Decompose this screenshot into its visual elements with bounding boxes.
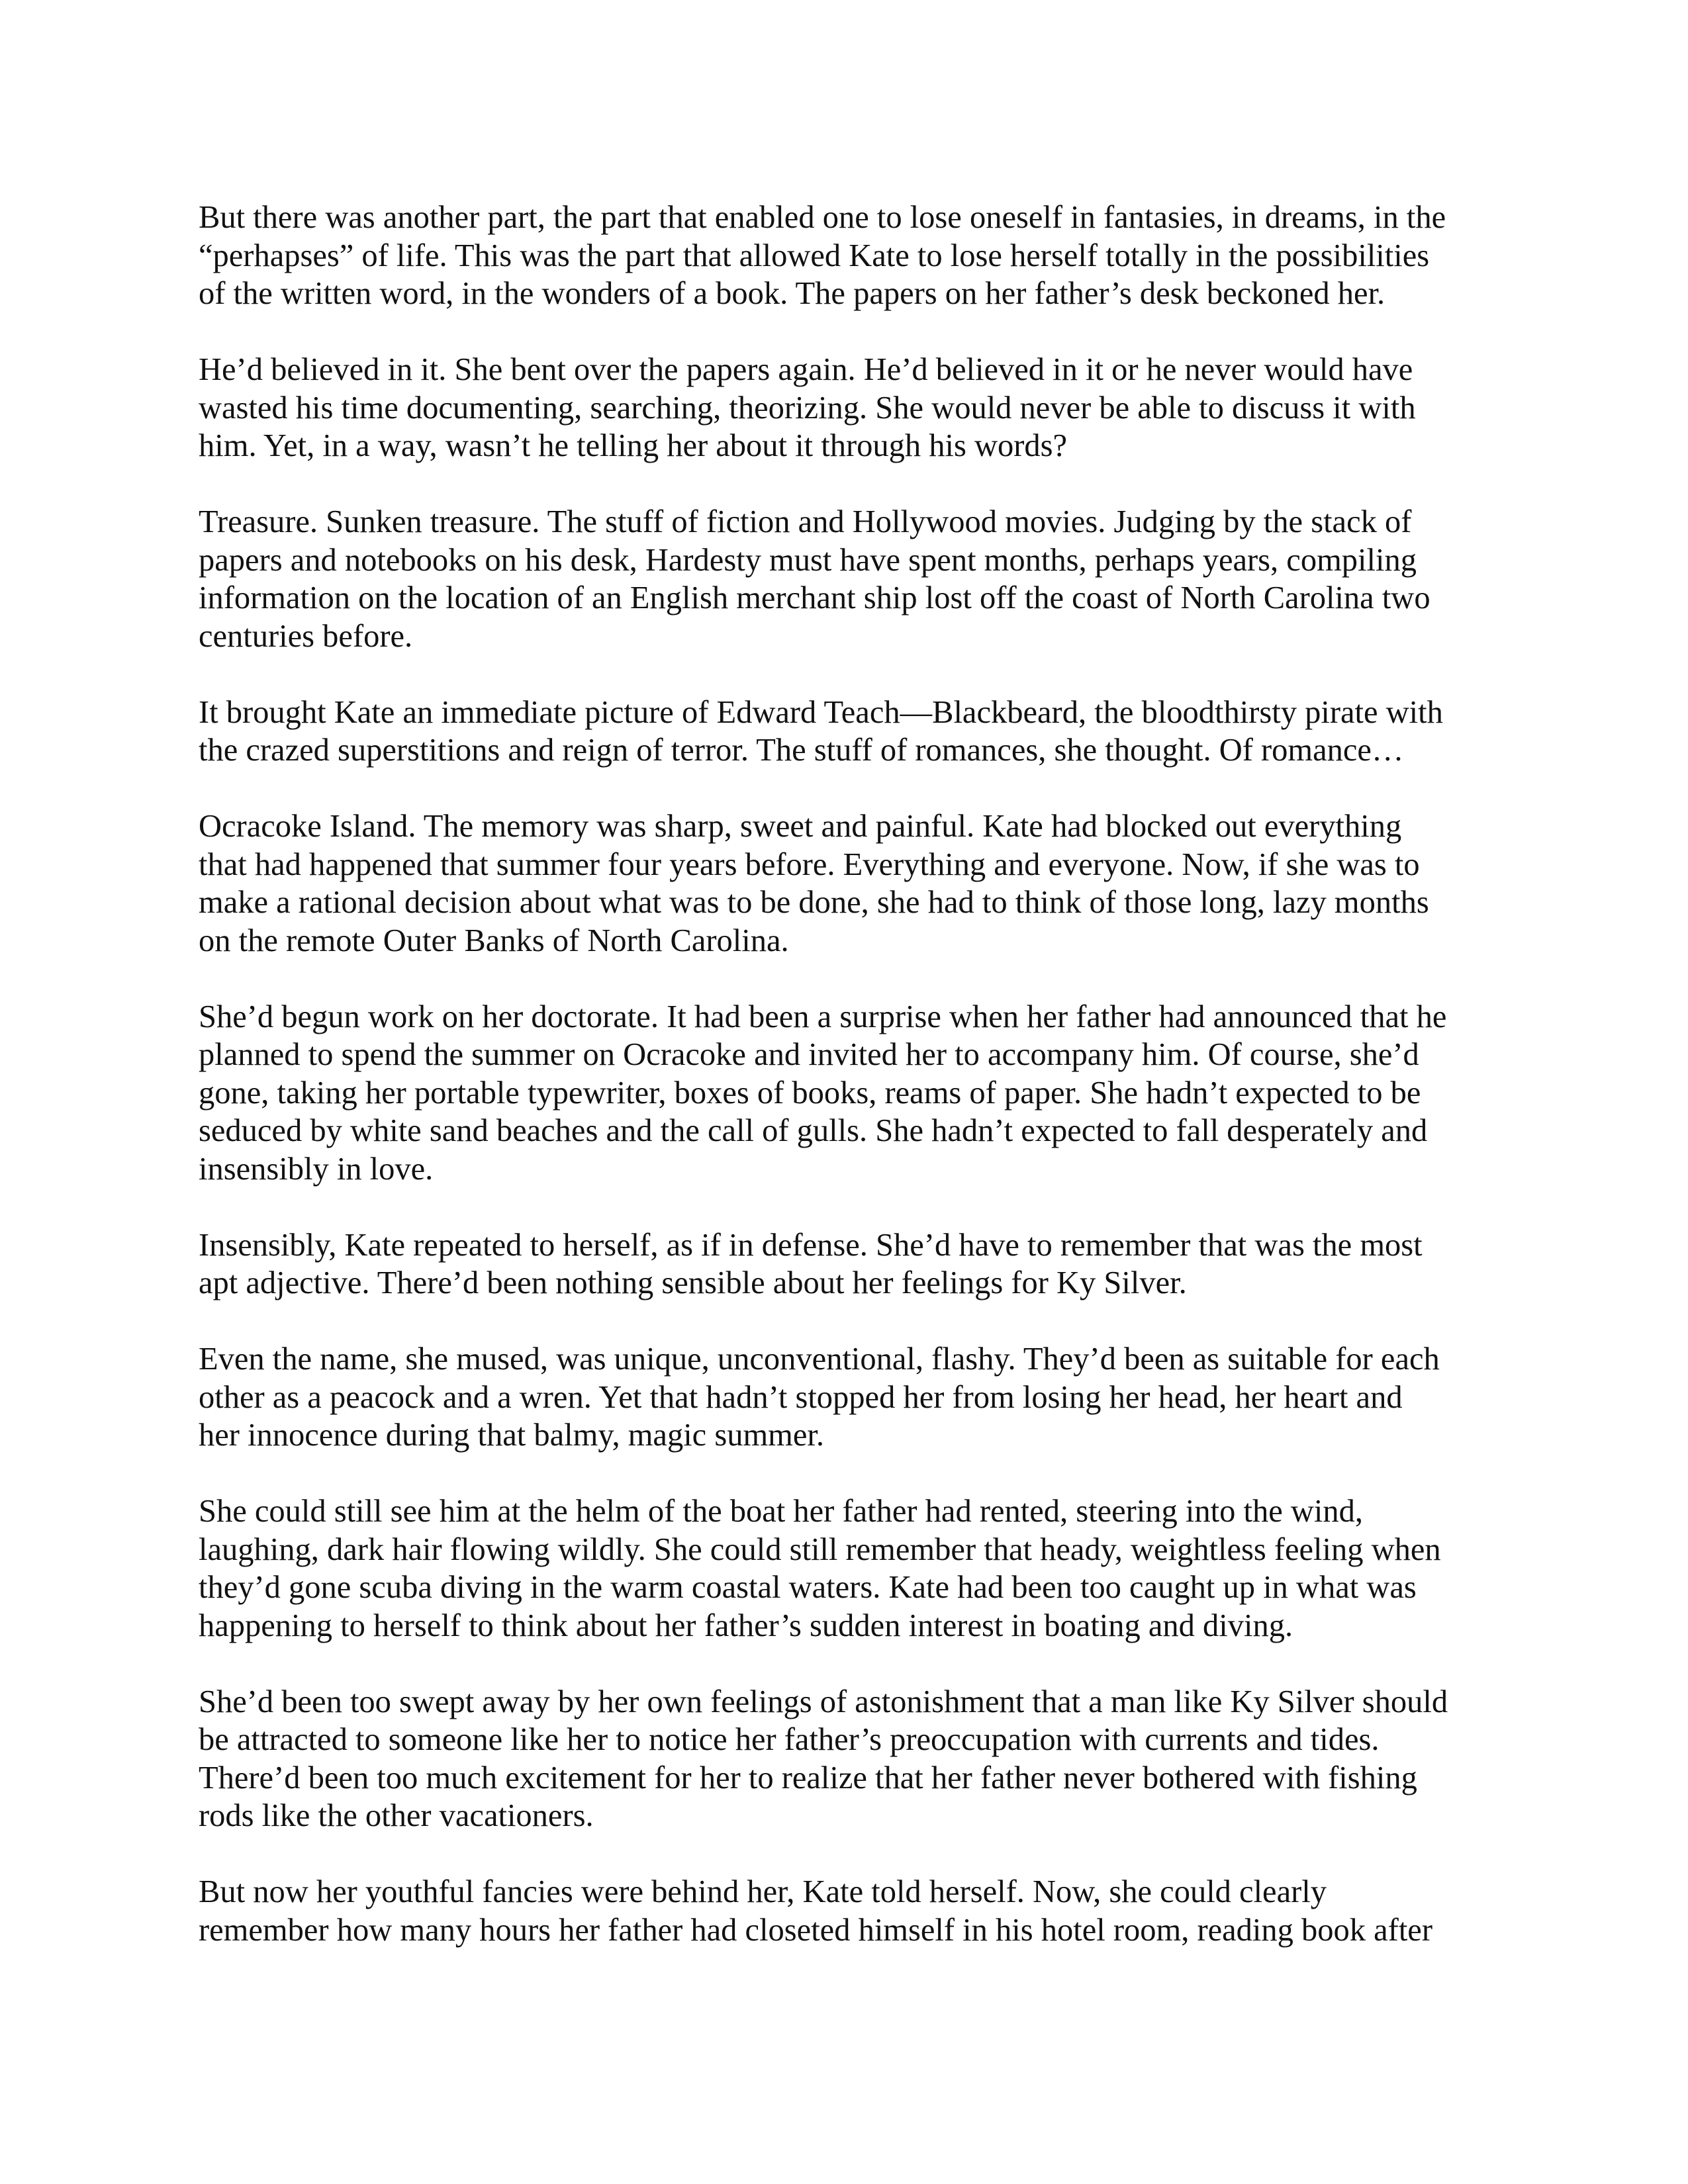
text-line: happening to herself to think about her father’s sudden interest in boating and diving.	[199, 1608, 1293, 1643]
text-line: of the written word, in the wonders of a book. The papers on her father’s desk beckoned her.	[199, 276, 1385, 311]
text-line: that had happened that summer four years before. Everything and everyone. Now, if she was to	[199, 846, 1420, 882]
text-line: There’d been too much excitement for her to realize that her father never bothered with fishing	[199, 1760, 1417, 1796]
text-line: She’d begun work on her doctorate. It had been a surprise when her father had announced that he	[199, 999, 1447, 1034]
paragraph-3	[199, 503, 1486, 655]
text-line: gone, taking her portable typewriter, boxes of books, reams of paper. She hadn’t expected to be	[199, 1075, 1421, 1111]
text-line: him. Yet, in a way, wasn’t he telling her about it through his words?	[199, 428, 1068, 463]
text-line: be attracted to someone like her to notice her father’s preoccupation with currents and tides.	[199, 1722, 1380, 1757]
text-line: other as a peacock and a wren. Yet that hadn’t stopped her from losing her head, her heart and	[199, 1379, 1403, 1415]
text-line: papers and notebooks on his desk, Hardesty must have spent months, perhaps years, compiling	[199, 542, 1417, 578]
text-line: But there was another part, the part that enabled one to lose oneself in fantasies, in dreams, in the	[199, 200, 1446, 235]
text-line: her innocence during that balmy, magic summer.	[199, 1418, 825, 1453]
text-line: remember how many hours her father had closeted himself in his hotel room, reading book after	[199, 1912, 1432, 1948]
text-line: they’d gone scuba diving in the warm coastal waters. Kate had been too caught up in what was	[199, 1570, 1417, 1605]
text-line: She’d been too swept away by her own feelings of astonishment that a man like Ky Silver should	[199, 1684, 1448, 1719]
text-line: laughing, dark hair flowing wildly. She could still remember that heady, weightless feeling when	[199, 1531, 1441, 1567]
text-line: She could still see him at the helm of the boat her father had rented, steering into the wind,	[199, 1494, 1363, 1529]
text-line: centuries before.	[199, 618, 413, 654]
paragraph-10	[199, 1683, 1486, 1835]
paragraph-2	[199, 351, 1486, 465]
paragraph-4	[199, 694, 1486, 770]
text-line: rods like the other vacationers.	[199, 1798, 594, 1833]
text-line: But now her youthful fancies were behind her, Kate told herself. Now, she could clearly	[199, 1874, 1327, 1909]
paragraph-6	[199, 998, 1486, 1189]
text-line: Insensibly, Kate repeated to herself, as if in defense. She’d have to remember that was the most	[199, 1227, 1423, 1263]
paragraph-8	[199, 1340, 1486, 1455]
paragraph-7	[199, 1226, 1486, 1302]
text-line: the crazed superstitions and reign of terror. The stuff of romances, she thought. Of romance…	[199, 733, 1404, 768]
paragraph-1	[199, 199, 1486, 313]
body-text	[199, 199, 1486, 1987]
text-line: “perhapses” of life. This was the part that allowed Kate to lose herself totally in the possibilities	[199, 238, 1430, 273]
text-line: make a rational decision about what was to be done, she had to think of those long, lazy months	[199, 885, 1429, 920]
text-line: on the remote Outer Banks of North Carolina.	[199, 923, 789, 958]
text-line: planned to spend the summer on Ocracoke and invited her to accompany him. Of course, she’d	[199, 1037, 1419, 1072]
text-line: It brought Kate an immediate picture of Edward Teach—Blackbeard, the bloodthirsty pirate with	[199, 694, 1443, 730]
text-line: Even the name, she mused, was unique, unconventional, flashy. They’d been as suitable for each	[199, 1342, 1440, 1377]
text-line: Treasure. Sunken treasure. The stuff of fiction and Hollywood movies. Judging by the stack of	[199, 504, 1412, 539]
paragraph-9	[199, 1492, 1486, 1645]
paragraph-11	[199, 1873, 1486, 1949]
text-line: insensibly in love.	[199, 1151, 434, 1187]
text-line: apt adjective. There’d been nothing sensible about her feelings for Ky Silver.	[199, 1265, 1187, 1300]
text-line: wasted his time documenting, searching, theorizing. She would never be able to discuss it with	[199, 390, 1416, 426]
text-line: Ocracoke Island. The memory was sharp, sweet and painful. Kate had blocked out everything	[199, 809, 1402, 844]
text-line: He’d believed in it. She bent over the papers again. He’d believed in it or he never would have	[199, 352, 1413, 387]
paragraph-5	[199, 807, 1486, 960]
text-line: seduced by white sand beaches and the call of gulls. She hadn’t expected to fall desperately and	[199, 1113, 1428, 1148]
text-line: information on the location of an English merchant ship lost off the coast of North Carolina two	[199, 580, 1430, 615]
